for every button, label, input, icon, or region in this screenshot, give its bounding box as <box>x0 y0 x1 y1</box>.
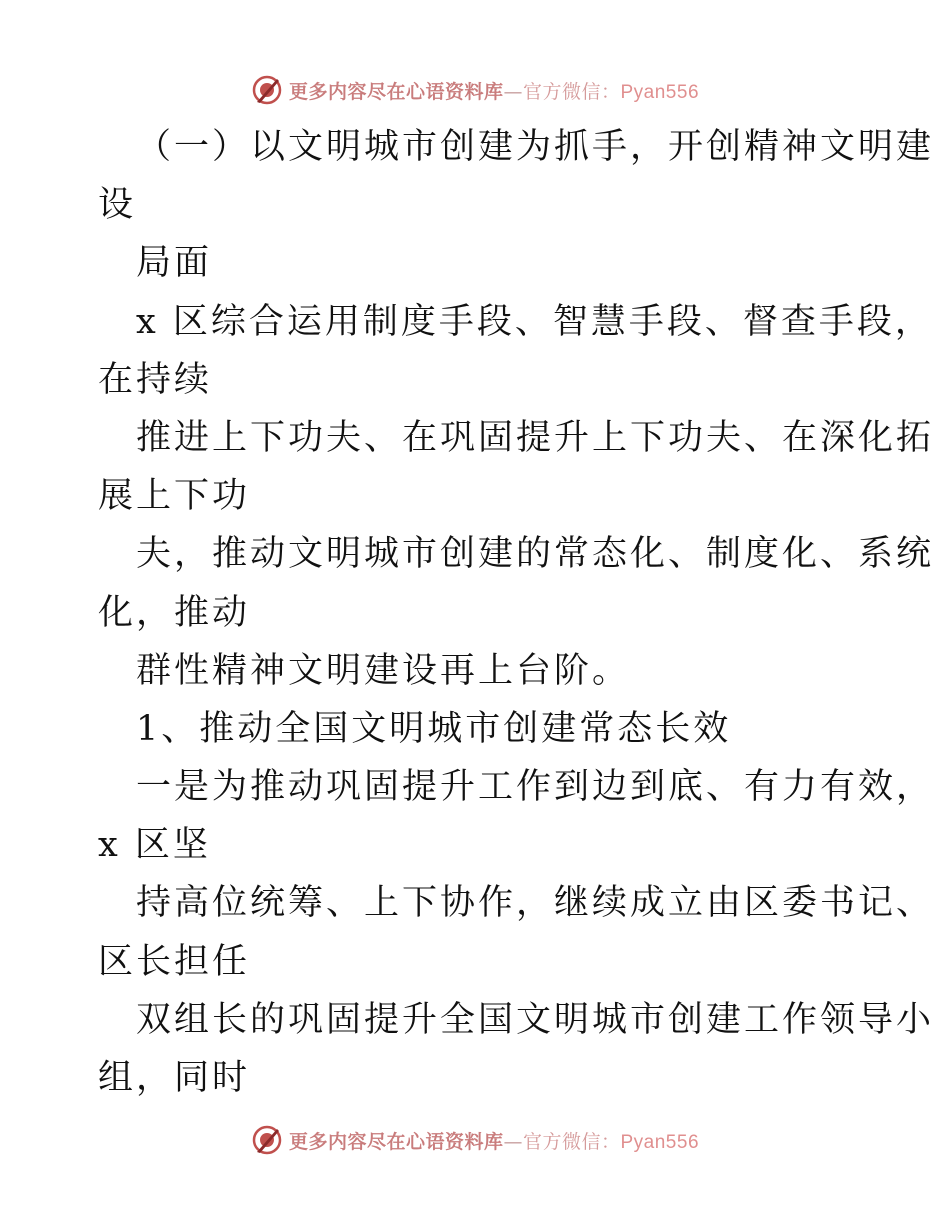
text-line: 双组长的巩固提升全国文明城市创建工作领导小 <box>136 999 935 1040</box>
watermark-sep: — <box>503 1130 523 1153</box>
text-line: 持高位统筹、上下协作，继续成立由区委书记、 <box>136 883 935 924</box>
text-line: 推进上下功夫、在巩固提升上下功夫、在深化拓 <box>136 417 935 458</box>
text-line: 组，同时 <box>98 1058 251 1098</box>
text-line: 局面 <box>136 243 213 284</box>
pen-logo-icon <box>251 1124 283 1156</box>
footer-watermark <box>0 1120 950 1160</box>
text-line: 一是为推动巩固提升工作到边到底、有力有效， <box>136 767 935 808</box>
text-line: x 区综合运用制度手段、智慧手段、督查手段， <box>136 301 933 342</box>
text-line: 1、推动全国文明城市创建常态长效 <box>136 708 732 749</box>
text-line: 化，推动 <box>98 592 251 633</box>
watermark-id: Pyan556 <box>620 81 700 103</box>
watermark-id: Pyan556 <box>620 1131 700 1153</box>
watermark-sub: 官方微信： <box>522 80 621 103</box>
header-watermark <box>0 70 950 110</box>
watermark-text <box>289 77 699 104</box>
text-line: 展上下功 <box>98 476 251 517</box>
text-line: （一）以文明城市创建为抓手，开创精神文明建 <box>136 127 935 167</box>
pen-logo-icon <box>251 74 283 106</box>
text-line: 在持续 <box>98 359 213 400</box>
text-line: 群性精神文明建设再上台阶。 <box>136 650 631 691</box>
text-line: 夫，推动文明城市创建的常态化、制度化、系统 <box>136 534 935 575</box>
text-line: x 区坚 <box>98 825 211 866</box>
watermark-main: 更多内容尽在心语资料库 <box>288 1130 504 1153</box>
watermark-sep: — <box>503 80 523 103</box>
watermark-sub: 官方微信： <box>522 1130 621 1153</box>
document-body <box>98 118 935 1107</box>
watermark-main: 更多内容尽在心语资料库 <box>288 80 504 103</box>
watermark-text <box>289 1127 699 1154</box>
text-line: 区长担任 <box>98 941 251 982</box>
text-line: 设 <box>98 185 137 226</box>
